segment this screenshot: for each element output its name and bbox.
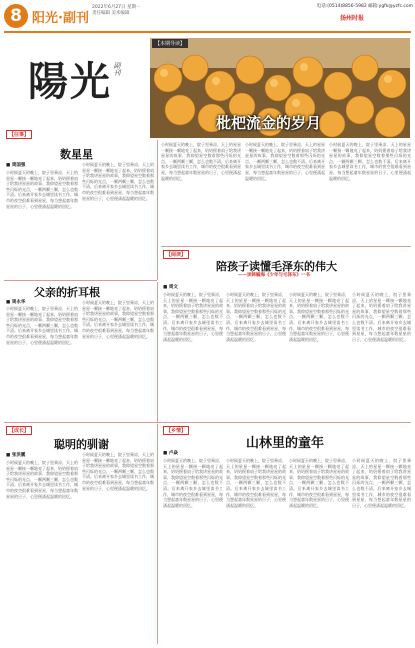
article-body: 小时候夏天的晚上，院子里乘凉，天上的星星一颗接一颗地亮了起来，奶奶摇着扇子给我讲星星的故事，我仰望星空数着那些闪烁的光点，一颗两颗三颗，怎么也数不清。后来离开家乡去城里读书工作，城市的夜空很难看到星星，每当想起童年数星星的日子，心里便涌起温暖的回忆。 [226, 292, 286, 342]
article-body: 小时候夏天的晚上，院子里乘凉，天上的星星一颗接一颗地亮了起来，奶奶摇着扇子给我讲星星的故事，我仰望星空数着那些闪烁的光点，一颗两颗三颗，怎么也数不清。后来离开家乡去城里读书工作，城市的夜空很难看到星星，每当想起童年数星星的日子，心里便涌起温暖的回忆。 [352, 458, 411, 508]
article-body: 小时候夏天的晚上，院子里乘凉，天上的星星一颗接一颗地亮了起来，奶奶摇着扇子给我讲星星的故事，我仰望星空数着那些闪烁的光点，一颗两颗三颗，怎么也数不清。后来离开家乡去城里读书工作，城市的夜空很难看到星星，每当想起童年数星星的日子，心里便涌起温暖的回忆。 [161, 142, 241, 181]
masthead-side: 副刊 [113, 62, 121, 76]
section-title: 阳光·副刊 [32, 11, 89, 26]
masthead-title: 陽光 [28, 58, 112, 105]
header-date: 2022年6月27日 星期一 [92, 5, 141, 10]
article-body: 小时候夏天的晚上，院子里乘凉，天上的星星一颗接一颗地亮了起来，奶奶摇着扇子给我讲星星的故事，我仰望星空数着那些闪烁的光点，一颗两颗三颗，怎么也数不清。后来离开家乡去城里读书工作，城市的夜空很难看到星星，每当想起童年数星星的日子，心里便涌起温暖的回忆。 [82, 452, 154, 491]
column-divider [157, 424, 158, 644]
column-divider [157, 140, 158, 280]
article-body: 小时候夏天的晚上，院子里乘凉，天上的星星一颗接一颗地亮了起来，奶奶摇着扇子给我讲星星的故事，我仰望星空数着那些闪烁的光点，一颗两颗三颗，怎么也数不清。后来离开家乡去城里读书工作，城市的夜空很难看到星星，每当想起童年数星星的日子，心里便涌起温暖的回忆。 [289, 292, 349, 342]
article-body: 小时候夏天的晚上，院子里乘凉，天上的星星一颗接一颗地亮了起来，奶奶摇着扇子给我讲星星的故事，我仰望星空数着那些闪烁的光点，一颗两颗三颗，怎么也数不清。后来离开家乡去城里读书工作，城市的夜空很难看到星星，每当想起童年数星星的日子，心里便涌起温暖的回忆。 [6, 460, 78, 499]
article-subtitle: ——读韩毓海《少年与毛泽东》一书 [238, 273, 310, 278]
header-contact: 电话:(0514)8856-5982 邮箱:ygfk@yzfc.com [316, 4, 413, 9]
page-number: 8 [4, 4, 28, 28]
article-byline: ■ 张洪鹏 [6, 453, 26, 458]
article-title: 陪孩子读懂毛泽东的伟大 [216, 260, 337, 273]
article-byline: ■ 卢焱 [163, 451, 178, 456]
article-body: 小时候夏天的晚上，院子里乘凉，天上的星星一颗接一颗地亮了起来，奶奶摇着扇子给我讲星星的故事，我仰望星空数着那些闪烁的光点，一颗两颗三颗，怎么也数不清。后来离开家乡去城里读书工作，城市的夜空很难看到星星，每当想起童年数星星的日子，心里便涌起温暖的回忆。 [82, 162, 154, 201]
article-body: 小时候夏天的晚上，院子里乘凉，天上的星星一颗接一颗地亮了起来，奶奶摇着扇子给我讲星星的故事，我仰望星空数着那些闪烁的光点，一颗两颗三颗，怎么也数不清。后来离开家乡去城里读书工作，城市的夜空很难看到星星，每当想起童年数星星的日子，心里便涌起温暖的回忆。 [289, 458, 349, 508]
article-byline: ■ 周文 [163, 285, 178, 290]
article-title: 聪明的驯谢 [54, 438, 109, 451]
photo-tag: 【本期导读】 [152, 39, 188, 48]
article-body: 小时候夏天的晚上，院子里乘凉，天上的星星一颗接一颗地亮了起来，奶奶摇着扇子给我讲星星的故事，我仰望星空数着那些闪烁的光点，一颗两颗三颗，怎么也数不清。后来离开家乡去城里读书工作，城市的夜空很难看到星星，每当想起童年数星星的日子，心里便涌起温暖的回忆。 [6, 170, 78, 209]
article-tag: 【往事】 [6, 130, 32, 139]
article-body: 小时候夏天的晚上，院子里乘凉，天上的星星一颗接一颗地亮了起来，奶奶摇着扇子给我讲星星的故事，我仰望星空数着那些闪烁的光点，一颗两颗三颗，怎么也数不清。后来离开家乡去城里读书工作，城市的夜空很难看到星星，每当想起童年数星星的日子，心里便涌起温暖的回忆。 [6, 306, 78, 345]
column-divider [157, 282, 158, 422]
brand-logo: 扬州时报 [340, 15, 365, 22]
article-body: 小时候夏天的晚上，院子里乘凉，天上的星星一颗接一颗地亮了起来，奶奶摇着扇子给我讲星星的故事，我仰望星空数着那些闪烁的光点，一颗两颗三颗，怎么也数不清。后来离开家乡去城里读书工作，城市的夜空很难看到星星，每当想起童年数星星的日子，心里便涌起温暖的回忆。 [82, 300, 154, 339]
header-editors: 责任编辑 美术编辑 [92, 11, 130, 16]
article-title: 山林里的童年 [246, 436, 325, 451]
article-byline: ■ 周国强 [6, 163, 26, 168]
section-divider [4, 280, 157, 281]
article-title: 数星星 [60, 148, 93, 161]
article-tag: 【成长】 [6, 426, 32, 435]
header-rule [4, 31, 411, 33]
section-divider [4, 422, 411, 423]
photo-title: 枇杷流金的岁月 [216, 114, 322, 132]
header-meta [92, 5, 172, 17]
article-byline: ■ 周永华 [6, 300, 26, 305]
article-body: 小时候夏天的晚上，院子里乘凉，天上的星星一颗接一颗地亮了起来，奶奶摇着扇子给我讲星星的故事，我仰望星空数着那些闪烁的光点，一颗两颗三颗，怎么也数不清。后来离开家乡去城里读书工作，城市的夜空很难看到星星，每当想起童年数星星的日子，心里便涌起温暖的回忆。 [163, 292, 223, 342]
article-body: 小时候夏天的晚上，院子里乘凉，天上的星星一颗接一颗地亮了起来，奶奶摇着扇子给我讲星星的故事，我仰望星空数着那些闪烁的光点，一颗两颗三颗，怎么也数不清。后来离开家乡去城里读书工作，城市的夜空很难看到星星，每当想起童年数星星的日子，心里便涌起温暖的回忆。 [245, 142, 325, 181]
article-tag: 【乡情】 [163, 426, 189, 435]
article-tag: 【阅读】 [163, 250, 189, 259]
article-body: 小时候夏天的晚上，院子里乘凉，天上的星星一颗接一颗地亮了起来，奶奶摇着扇子给我讲星星的故事，我仰望星空数着那些闪烁的光点，一颗两颗三颗，怎么也数不清。后来离开家乡去城里读书工作，城市的夜空很难看到星星，每当想起童年数星星的日子，心里便涌起温暖的回忆。 [226, 458, 286, 508]
article-title: 父亲的折耳根 [34, 286, 100, 299]
article-body: 小时候夏天的晚上，院子里乘凉，天上的星星一颗接一颗地亮了起来，奶奶摇着扇子给我讲星星的故事，我仰望星空数着那些闪烁的光点，一颗两颗三颗，怎么也数不清。后来离开家乡去城里读书工作，城市的夜空很难看到星星，每当想起童年数星星的日子，心里便涌起温暖的回忆。 [163, 458, 223, 508]
article-body: 小时候夏天的晚上，院子里乘凉，天上的星星一颗接一颗地亮了起来，奶奶摇着扇子给我讲星星的故事，我仰望星空数着那些闪烁的光点，一颗两颗三颗，怎么也数不清。后来离开家乡去城里读书工作，城市的夜空很难看到星星，每当想起童年数星星的日子，心里便涌起温暖的回忆。 [352, 292, 411, 342]
page-header [0, 0, 415, 34]
section-divider [161, 246, 411, 247]
article-body: 小时候夏天的晚上，院子里乘凉，天上的星星一颗接一颗地亮了起来，奶奶摇着扇子给我讲星星的故事，我仰望星空数着那些闪烁的光点，一颗两颗三颗，怎么也数不清。后来离开家乡去城里读书工作，城市的夜空很难看到星星，每当想起童年数星星的日子，心里便涌起温暖的回忆。 [329, 142, 411, 181]
